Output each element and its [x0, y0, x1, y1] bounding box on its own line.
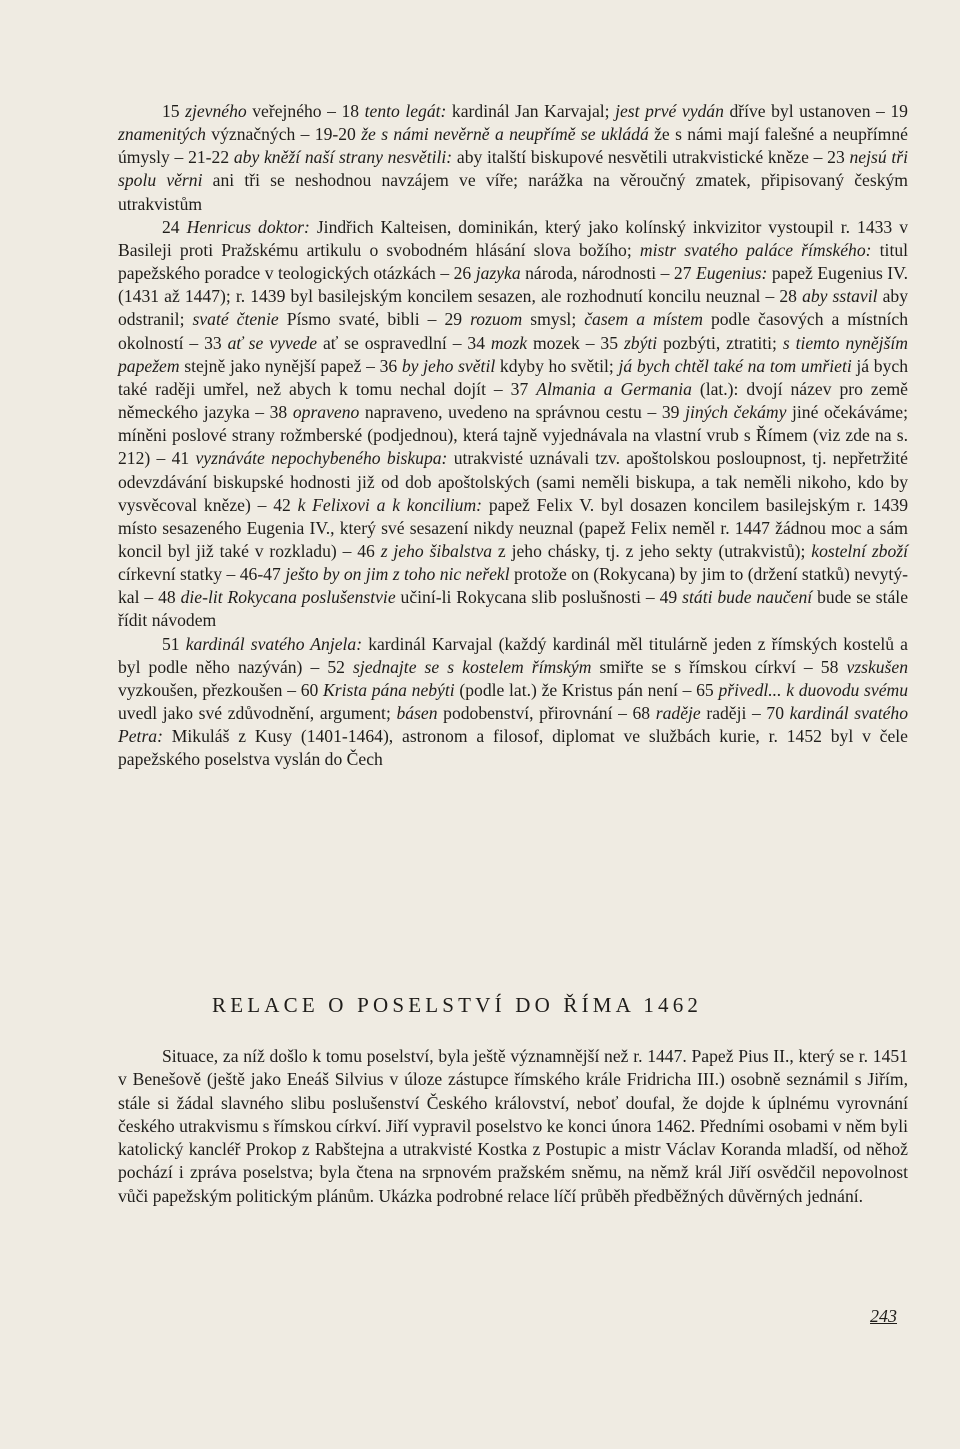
note-text: já bych také raději umřel, než abych k tomu nechal dojít – 37	[118, 355, 908, 399]
commentary-notes	[118, 100, 908, 772]
italic-lemma: zbýti	[623, 332, 658, 353]
note-text: Mikuláš z Kusy (1401-1464), astronom a filosof, diplomat ve službách kurie, r. 1452 byl v čele papežského poselstva vyslán do Čech	[118, 726, 908, 770]
note-text: Jindřich Kalteisen, dominikán, který jako kolínský inkvizitor vystoupil r. 1433 v Basileji proti Pražskému artikulu o svobodném hlásání slova božího;	[118, 216, 908, 260]
italic-lemma: nejsú tři spolu věrni	[118, 147, 908, 191]
italic-lemma: jazyka	[475, 263, 521, 284]
note-text: utrakvisté uznávali tzv. apoštolskou posloupnost, tj. nepřetržité odevzdávání biskupské hodnosti již od dob apoštolských (sami neměli biskupa, a tak neměli nikoho, kdo by vysvěcoval kněze) – 42	[118, 448, 908, 515]
italic-lemma: znamenitých	[118, 124, 206, 145]
italic-lemma: aby kněží naší strany nesvětili:	[233, 147, 453, 168]
note-text: bude se stále řídit návodem	[118, 587, 909, 631]
intro-paragraph: Situace, za níž došlo k tomu poselství, byla ještě významnější než r. 1447. Papež Pius II., který se r. 1451 v Benešově (ještě jako Eneáš Silvius v úloze zástupce římského krále Fridricha III.) osobně seznámil s Jiřím, stále si žádal slavného slibu poslušenství Českého království, neboť doufal, že dojde k úplnému vyrovnání českého utrakvismu s římskou církví. Jiří vypravil poselstvo ke konci února 1462. Předními osobami v něm byli katolický kancléř Prokop z Rabštejna a utrakvisté Kostka z Postupic a mistr Václav Koranda mladší, od něhož pochází i zpráva poselstva; byla čtena na srpnovém pražském sněmu, na němž král Jiří osvědčil nepovolnost vůči papežským politickým plánům. Ukázka podrobné relace líčí průběh předběžných důvěrných jednání.	[118, 1046, 908, 1206]
italic-lemma: opraveno	[292, 402, 360, 423]
italic-lemma: Eugenius:	[696, 263, 768, 284]
italic-lemma: mozk	[490, 332, 528, 353]
italic-lemma: jiných čekámy	[685, 402, 787, 423]
note-text: stejně jako nynější papež – 36	[179, 355, 402, 376]
note-text: raději – 70	[700, 703, 790, 724]
note-text: titul papežského poradce v teologických otázkách – 26	[118, 239, 909, 284]
italic-lemma: z jeho šibalstva	[380, 540, 493, 561]
note-paragraph	[118, 216, 908, 633]
italic-lemma: jest prvé vydán	[615, 101, 724, 121]
italic-lemma: sjednajte se s kostelem římským	[352, 656, 592, 677]
italic-lemma: vyznáváte nepochybeného biskupa:	[195, 448, 448, 469]
note-text: papež Eugenius IV. (1431 až 1447); r. 1439 byl basilejským koncilem sesazen, ale rozhodnutí koncilu neuznal – 28	[118, 263, 909, 307]
italic-lemma: ať se vyvede	[227, 332, 318, 353]
note-text: (lat.): dvojí název pro země německého jazyka – 38	[118, 378, 908, 423]
note-text: podobenství, přirovnání – 68	[437, 703, 656, 724]
note-text: učiní-li Rokycana slib poslušnosti – 49	[395, 587, 683, 608]
note-text: vyzkoušen, přezkoušen – 60	[118, 679, 324, 700]
note-text: veřejného – 18	[246, 101, 365, 121]
italic-lemma: mistr svatého paláce římského:	[639, 239, 872, 260]
page-number: 243	[870, 1306, 897, 1326]
italic-lemma: die-lit Rokycana poslušenstvie	[180, 587, 396, 608]
italic-lemma: vzskušen	[846, 656, 909, 677]
note-text: ani tři se neshodnou navzájem ve víře; narážka na věroučný zmatek, připisovaný českým utrakvistům	[118, 170, 908, 214]
note-text: z jeho chásky, tj. z jeho sekty (utrakvistů);	[492, 540, 812, 561]
italic-lemma: ješto by on jim z toho nic neřekl	[285, 564, 510, 585]
note-text: že s námi mají falešné a neupřímné úmysly – 21-22	[118, 124, 908, 168]
italic-lemma: zjevného	[185, 101, 247, 121]
note-paragraph	[118, 633, 908, 772]
italic-lemma: kardinál svatého Petra:	[118, 703, 908, 747]
italic-lemma: tento legát:	[364, 101, 447, 121]
note-text: 51	[162, 633, 186, 654]
italic-lemma: k Felixovi a k koncilium:	[297, 494, 483, 515]
note-text: aby italští biskupové nesvětili utrakvistické kněze – 23	[452, 147, 850, 168]
italic-lemma: by jeho světil	[401, 355, 496, 376]
note-text: podle časových a místních okolností – 33	[118, 309, 908, 353]
italic-lemma: Krista pána nebýti	[323, 679, 455, 700]
note-text: Písmo svaté, bibli – 29	[278, 309, 471, 330]
note-text: protože on (Rokycana) by jim to (držení statků) nevytýkal – 48	[118, 564, 908, 608]
note-text: kardinál Karvajal (každý kardinál měl titulárně jeden z římských kostelů a byl podle něho nazýván) – 52	[118, 633, 908, 677]
italic-lemma: rozuom	[470, 309, 523, 330]
italic-lemma: přivedl... k duovodu svému	[718, 679, 909, 700]
note-text: (podle lat.) že Kristus pán není – 65	[454, 679, 719, 700]
note-text: význačných – 19-20	[205, 124, 362, 145]
italic-lemma: svaté čtenie	[192, 309, 279, 330]
note-text: kardinál Jan Karvajal;	[446, 101, 616, 121]
italic-lemma: Henricus doktor:	[186, 216, 310, 237]
italic-lemma: s tiemto nynějším papežem	[118, 332, 908, 376]
italic-lemma: státi bude naučení	[682, 587, 813, 608]
note-paragraph	[118, 100, 908, 216]
italic-lemma: raděje	[655, 703, 701, 724]
note-text: mozek – 35	[527, 332, 624, 353]
note-text: 15	[162, 101, 186, 121]
note-text: smysl;	[522, 309, 585, 330]
note-text: jiné očekáváme; míněni poslové strany rožmberské (podjednou), která tajně vyjednávala na vlastní vrub s Římem (viz zde na s. 212) – 41	[118, 402, 909, 469]
italic-lemma: aby sstavil	[802, 286, 878, 307]
italic-lemma: básen	[396, 703, 438, 724]
note-text: smiřte se s římskou církví – 58	[591, 656, 847, 677]
note-text: papež Felix V. byl dosazen koncilem basilejským r. 1439 místo sesazeného Eugenia IV., který své sesazení nikdy neuznal (papež Felix neměl r. 1447 žádnou moc a sám koncil byl již také v rozkladu) – 46	[118, 494, 908, 561]
note-text: 24	[162, 216, 187, 237]
italic-lemma: kostelní zboží	[811, 540, 909, 561]
italic-lemma: já bych chtěl také na tom umřieti	[618, 355, 852, 376]
note-text: ať se ospravedlní – 34	[317, 332, 491, 353]
note-text: pozbýti, ztratiti;	[657, 332, 783, 353]
note-text: kdyby ho světil;	[495, 355, 619, 376]
section-heading: RELACE O POSELSTVÍ DO ŘÍMA 1462	[212, 993, 703, 1017]
note-text: uvedl jako své zdůvodnění, argument;	[118, 703, 397, 724]
note-text: církevní statky – 46-47	[118, 564, 286, 585]
note-text: aby odstranil;	[118, 286, 909, 330]
italic-lemma: časem a místem	[584, 309, 703, 330]
italic-lemma: kardinál svatého Anjela:	[185, 633, 363, 654]
note-text: národa, národnosti – 27	[520, 263, 697, 284]
note-text: dříve byl ustanoven – 19	[723, 101, 908, 121]
italic-lemma: že s námi nevěrně a neupřímě se ukládá	[361, 124, 649, 145]
note-text: napraveno, uvedeno na správnou cestu – 39	[359, 402, 686, 423]
italic-lemma: Almania a Germania	[536, 378, 692, 399]
